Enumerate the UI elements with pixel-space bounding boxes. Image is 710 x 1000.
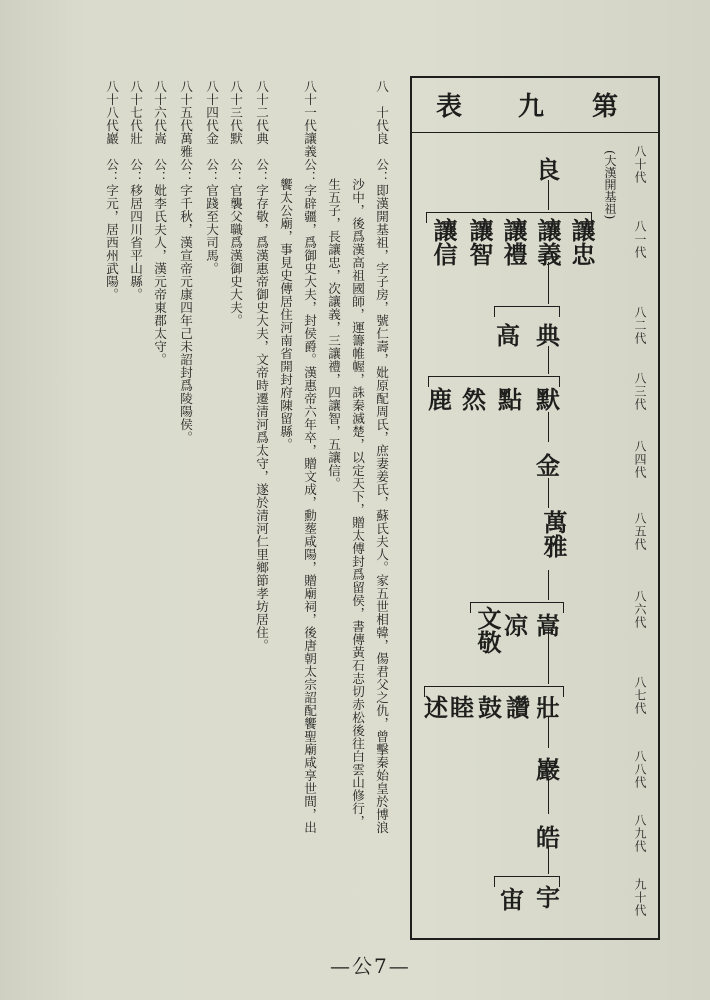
sibling-name-gen87: 鼓 <box>478 693 502 722</box>
generation-label: 八六代 <box>633 590 647 629</box>
sibling-bracket <box>470 602 564 603</box>
title-divider <box>410 132 658 133</box>
biography-column: 八十八代巖 公：字元，居西州武陽。 <box>104 80 119 301</box>
genealogy-table-frame <box>410 76 660 940</box>
biography-column: 八十六代嵩 公：妣李氏夫人，漢元帝東郡太守。 <box>152 80 167 366</box>
ancestor-name-gen84: 金 <box>536 451 560 480</box>
sibling-name-gen83: 鹿 <box>428 385 452 414</box>
table-title-char-3: 表 <box>436 92 463 122</box>
sibling-name-gen83: 然 <box>462 385 486 414</box>
biography-column: 八十五代萬雅公：字千秋，漢宣帝元康四年己未詔封爲陵陽侯。 <box>178 80 193 444</box>
generation-label: 八五代 <box>633 512 647 551</box>
sibling-name-gen87: 述 <box>424 693 448 722</box>
lineage-line <box>548 570 549 600</box>
sibling-name-gen86: 文敬 <box>473 606 502 654</box>
lineage-line <box>548 478 549 508</box>
ancestor-name-gen83: 默 <box>536 385 560 414</box>
sibling-name-gen81: 讓禮 <box>499 218 528 266</box>
generation-label: 八十代 <box>633 145 647 184</box>
ancestor-name-gen82: 典 <box>536 321 560 350</box>
generation-label: 八一代 <box>633 220 647 259</box>
lineage-line <box>548 412 549 442</box>
biography-column: 八十四代金 公：官踐至大司馬。 <box>204 80 219 275</box>
biography-column: 八十三代默 公：官襲父職爲漢御史大夫。 <box>228 80 243 327</box>
generation-label: 八七代 <box>633 676 647 715</box>
table-title-char-1: 第 <box>592 92 619 122</box>
founder-note: (大漢開基祖) <box>603 150 617 220</box>
ancestor-name-gen87: 壯 <box>536 693 560 722</box>
sibling-bracket <box>494 876 560 877</box>
biography-column: 八十二代典 公：字存敬，爲漢惠帝御史大夫，文帝時遷清河爲太守，遂於清河仁里鄉節孝坊居住。 <box>254 80 269 652</box>
sibling-bracket <box>494 306 560 307</box>
page-number: —公7— <box>330 954 411 978</box>
ancestor-name-gen86: 嵩 <box>536 611 560 640</box>
sibling-name-gen90: 宙 <box>500 885 524 914</box>
ancestor-name-gen89: 皓 <box>536 823 560 852</box>
sibling-name-gen81: 讓義 <box>533 218 562 266</box>
sibling-bracket <box>428 376 560 377</box>
biography-column: 饗太公廟，事見史傳居住河南省開封府陳留縣。 <box>278 178 293 451</box>
biography-column: 沙中，後爲漢高祖國師，運籌帷幄，誅秦滅楚，以定天下，贈太傅封爲留侯，書傳黃石志切赤松後往白雲山修行， <box>350 178 365 828</box>
sibling-name-gen83: 點 <box>498 385 522 414</box>
sibling-name-gen87: 讚 <box>506 693 530 722</box>
ancestor-name-gen80: 良 <box>536 155 560 184</box>
lineage-line <box>548 262 549 304</box>
ancestor-name-gen90: 宇 <box>536 883 560 912</box>
sibling-bracket <box>424 686 564 687</box>
generation-label: 八三代 <box>633 372 647 411</box>
generation-label: 九十代 <box>633 878 647 917</box>
generation-label: 八四代 <box>633 440 647 479</box>
sibling-name-gen86: 凉 <box>504 611 528 640</box>
sibling-name-gen81: 讓智 <box>465 218 494 266</box>
biography-column: 八十一代讓義公：字辟疆，爲御史大夫，封侯爵。漢惠帝六年卒，贈文成，勳塟咸陽，贈廟祠，後唐朝太宗詔配饗聖廟咸享世間，出 <box>302 80 317 834</box>
biography-column: 生五子，長讓忠，次讓義，三讓禮，四讓智，五讓信。 <box>326 178 341 490</box>
generation-label: 八二代 <box>633 306 647 345</box>
generation-label: 八九代 <box>633 814 647 853</box>
generation-label: 八八代 <box>633 750 647 789</box>
ancestor-name-gen85: 萬雅 <box>539 510 568 558</box>
table-title-char-2: 九 <box>518 92 545 122</box>
sibling-name-gen82: 高 <box>496 321 520 350</box>
sibling-name-gen81: 讓信 <box>429 218 458 266</box>
sibling-bracket <box>426 212 592 213</box>
ancestor-name-gen88: 巖 <box>536 755 560 784</box>
sibling-name-gen87: 睦 <box>450 693 474 722</box>
biography-column: 八 十代良 公：即漢開基祖，字子房，號仁壽，妣原配周氏，庶妻姜氏，蘇氏夫人。家五世相韓，偒君父之仇，曾擊秦始皇於博浪 <box>374 80 389 834</box>
ancestor-name-gen81: 讓忠 <box>567 218 596 266</box>
biography-column: 八十七代壯 公：移居四川省平山縣。 <box>128 80 143 301</box>
